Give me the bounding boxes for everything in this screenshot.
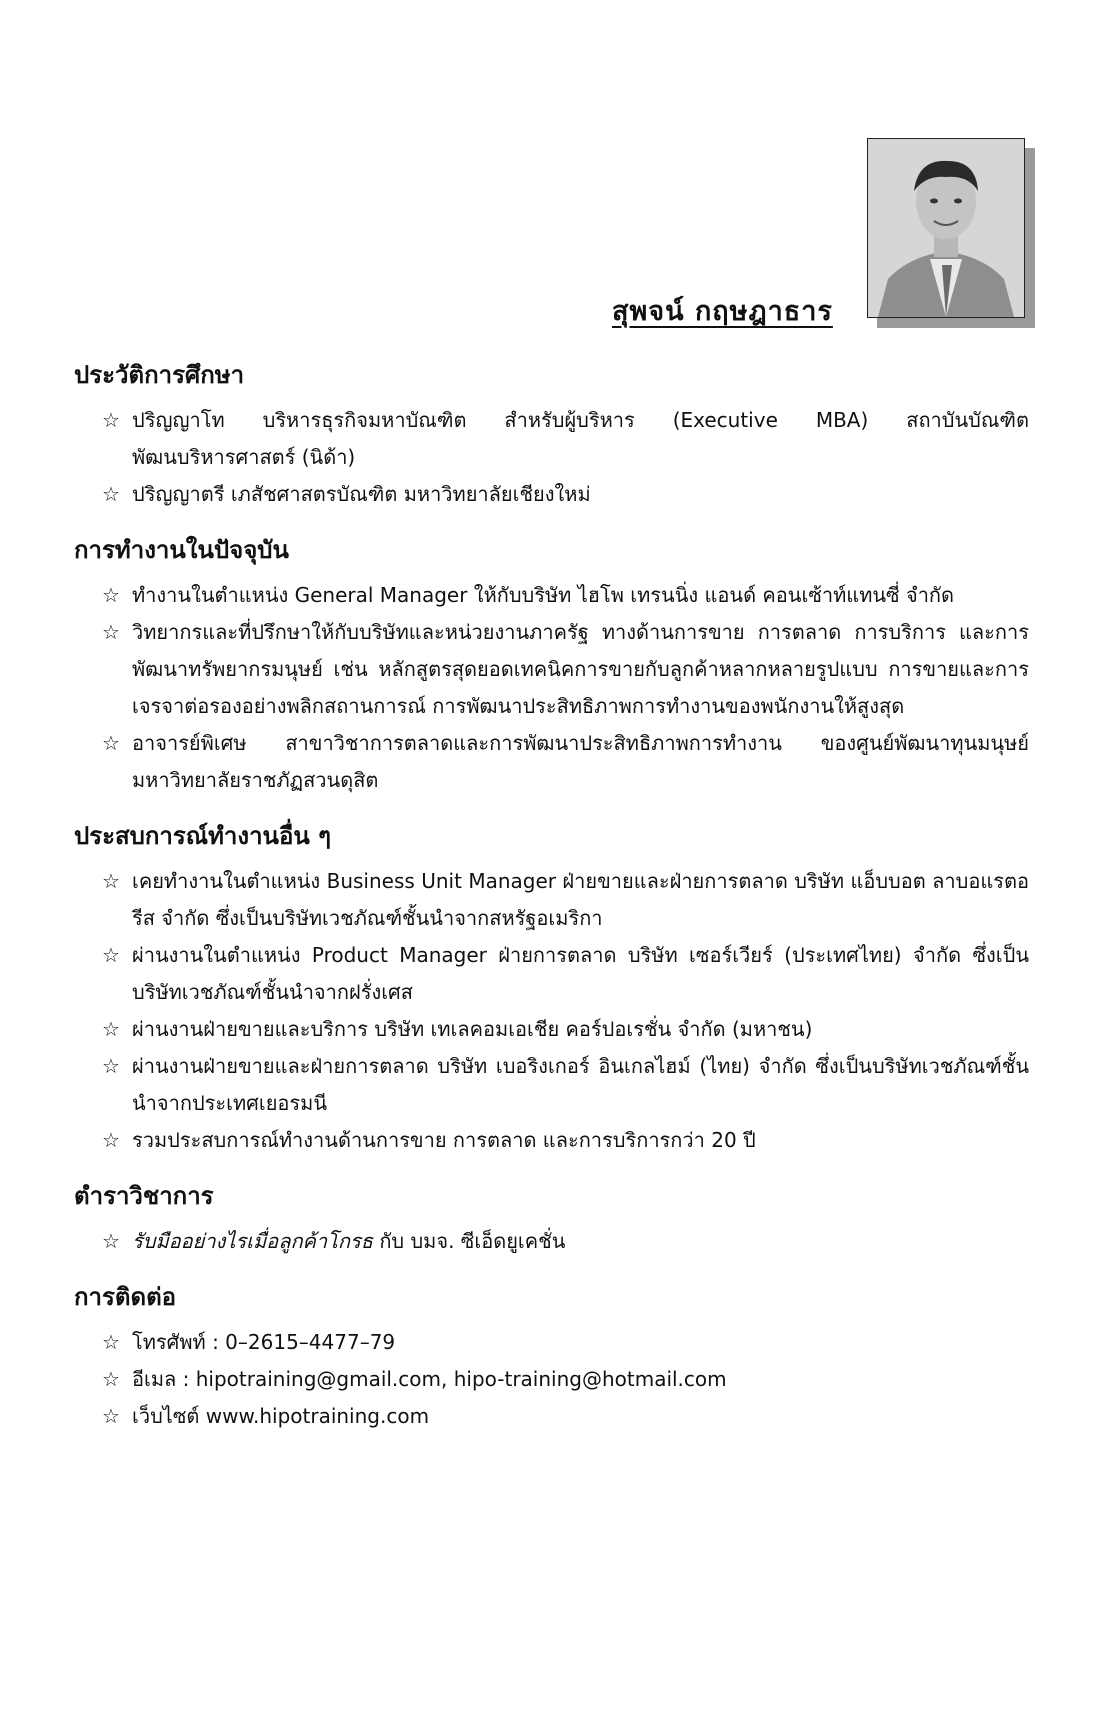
star-icon: ☆ <box>102 1128 120 1152</box>
section-other-experience <box>74 817 1029 1159</box>
list-item <box>74 577 1029 614</box>
star-icon: ☆ <box>102 943 120 967</box>
list-item <box>74 725 1029 799</box>
book-publisher: กับ บมจ. ซีเอ็ดยูเคชั่น <box>372 1229 566 1253</box>
list-item <box>74 1122 1029 1159</box>
education-list <box>74 402 1029 513</box>
current-work-list <box>74 577 1029 799</box>
experience-item-text: ผ่านงานฝ่ายขายและฝ่ายการตลาด บริษัท เบอริงเกอร์ อินเกลไฮม์ (ไทย) จำกัด ซึ่งเป็นบริษัทเวชภัณฑ์ชั้นนำจากประเทศเยอรมนี <box>132 1054 1029 1115</box>
star-icon: ☆ <box>102 583 120 607</box>
book-title: รับมืออย่างไรเมื่อลูกค้าโกรธ <box>132 1229 373 1253</box>
education-item-text: ปริญญาตรี เภสัชศาสตรบัณฑิต มหาวิทยาลัยเชียงใหม่ <box>132 482 591 506</box>
list-item <box>74 863 1029 937</box>
list-item <box>74 1048 1029 1122</box>
section-textbooks <box>74 1177 1029 1260</box>
star-icon: ☆ <box>102 1367 120 1391</box>
star-icon: ☆ <box>102 1054 120 1078</box>
section-title-current-work: การทำงานในปัจจุบัน <box>74 536 289 564</box>
star-icon: ☆ <box>102 731 120 755</box>
list-item <box>74 937 1029 1011</box>
section-title-contact: การติดต่อ <box>74 1283 177 1311</box>
star-icon: ☆ <box>102 1229 120 1253</box>
star-icon: ☆ <box>102 869 120 893</box>
section-title-education: ประวัติการศึกษา <box>74 361 245 389</box>
current-work-item-text: ทำงานในตำแหน่ง General Manager ให้กับบริษัท ไฮโพ เทรนนิ่ง แอนด์ คอนเซ้าท์แทนซี่ จำกัด <box>132 583 955 607</box>
section-title-textbooks: ตำราวิชาการ <box>74 1182 214 1210</box>
star-icon: ☆ <box>102 1330 120 1354</box>
star-icon: ☆ <box>102 408 120 432</box>
section-contact <box>74 1278 1029 1435</box>
list-item <box>74 1398 1029 1435</box>
textbooks-list <box>74 1223 1029 1260</box>
education-item-text: ปริญญาโท บริหารธุรกิจมหาบัณฑิต สำหรับผู้บริหาร (Executive MBA) สถาบันบัณฑิตพัฒนบริหารศาสตร์ (นิด้า) <box>132 408 1029 469</box>
other-experience-list <box>74 863 1029 1159</box>
contact-website: เว็บไซต์ www.hipotraining.com <box>132 1404 430 1428</box>
list-item <box>74 1223 1029 1260</box>
experience-item-text: ผ่านงานฝ่ายขายและบริการ บริษัท เทเลคอมเอเชีย คอร์ปอเรชั่น จำกัด (มหาชน) <box>132 1017 813 1041</box>
list-item <box>74 1011 1029 1048</box>
star-icon: ☆ <box>102 482 120 506</box>
section-education <box>74 356 1029 513</box>
current-work-item-text: อาจารย์พิเศษ สาขาวิชาการตลาดและการพัฒนาประสิทธิภาพการทำงาน ของศูนย์พัฒนาทุนมนุษย์ มหาวิทยาลัยราชภัฏสวนดุสิต <box>132 731 1029 792</box>
contact-list <box>74 1324 1029 1435</box>
list-item <box>74 614 1029 725</box>
experience-item-text: เคยทำงานในตำแหน่ง Business Unit Manager ฝ่ายขายและฝ่ายการตลาด บริษัท แอ็บบอต ลาบอแรตอรีส จำกัด ซึ่งเป็นบริษัทเวชภัณฑ์ชั้นนำจากสหรัฐอเมริกา <box>132 869 1029 930</box>
section-current-work <box>74 531 1029 799</box>
list-item <box>74 402 1029 476</box>
experience-item-text: ผ่านงานในตำแหน่ง Product Manager ฝ่ายการตลาด บริษัท เซอร์เวียร์ (ประเทศไทย) จำกัด ซึ่งเป็นบริษัทเวชภัณฑ์ชั้นนำจากฝรั่งเศส <box>132 943 1029 1004</box>
list-item <box>74 476 1029 513</box>
star-icon: ☆ <box>102 1017 120 1041</box>
contact-email: อีเมล : hipotraining@gmail.com, hipo-training@hotmail.com <box>132 1367 727 1391</box>
star-icon: ☆ <box>102 1404 120 1428</box>
current-work-item-text: วิทยากรและที่ปรึกษาให้กับบริษัทและหน่วยงานภาครัฐ ทางด้านการขาย การตลาด การบริการ และการพัฒนาทรัพยากรมนุษย์ เช่น หลักสูตรสุดยอดเทคนิคการขายกับลูกค้าหลากหลายรูปแบบ การขายและการเจรจาต่อรองอย่างพลิกสถานการณ์ การพัฒนาประสิทธิภาพการทำงานของพนักงานให้สูงสุด <box>132 620 1029 718</box>
star-icon: ☆ <box>102 620 120 644</box>
experience-item-text: รวมประสบการณ์ทำงานด้านการขาย การตลาด และการบริการกว่า 20 ปี <box>132 1128 756 1152</box>
contact-phone: โทรศัพท์ : 0–2615–4477–79 <box>132 1330 396 1354</box>
profile-photo <box>867 138 1025 318</box>
section-title-other-experience: ประสบการณ์ทำงานอื่น ๆ <box>74 822 332 850</box>
list-item <box>74 1361 1029 1398</box>
list-item <box>74 1324 1029 1361</box>
person-name: สุพจน์ กฤษฎาธาร <box>612 296 833 327</box>
resume-content <box>74 356 1029 1453</box>
